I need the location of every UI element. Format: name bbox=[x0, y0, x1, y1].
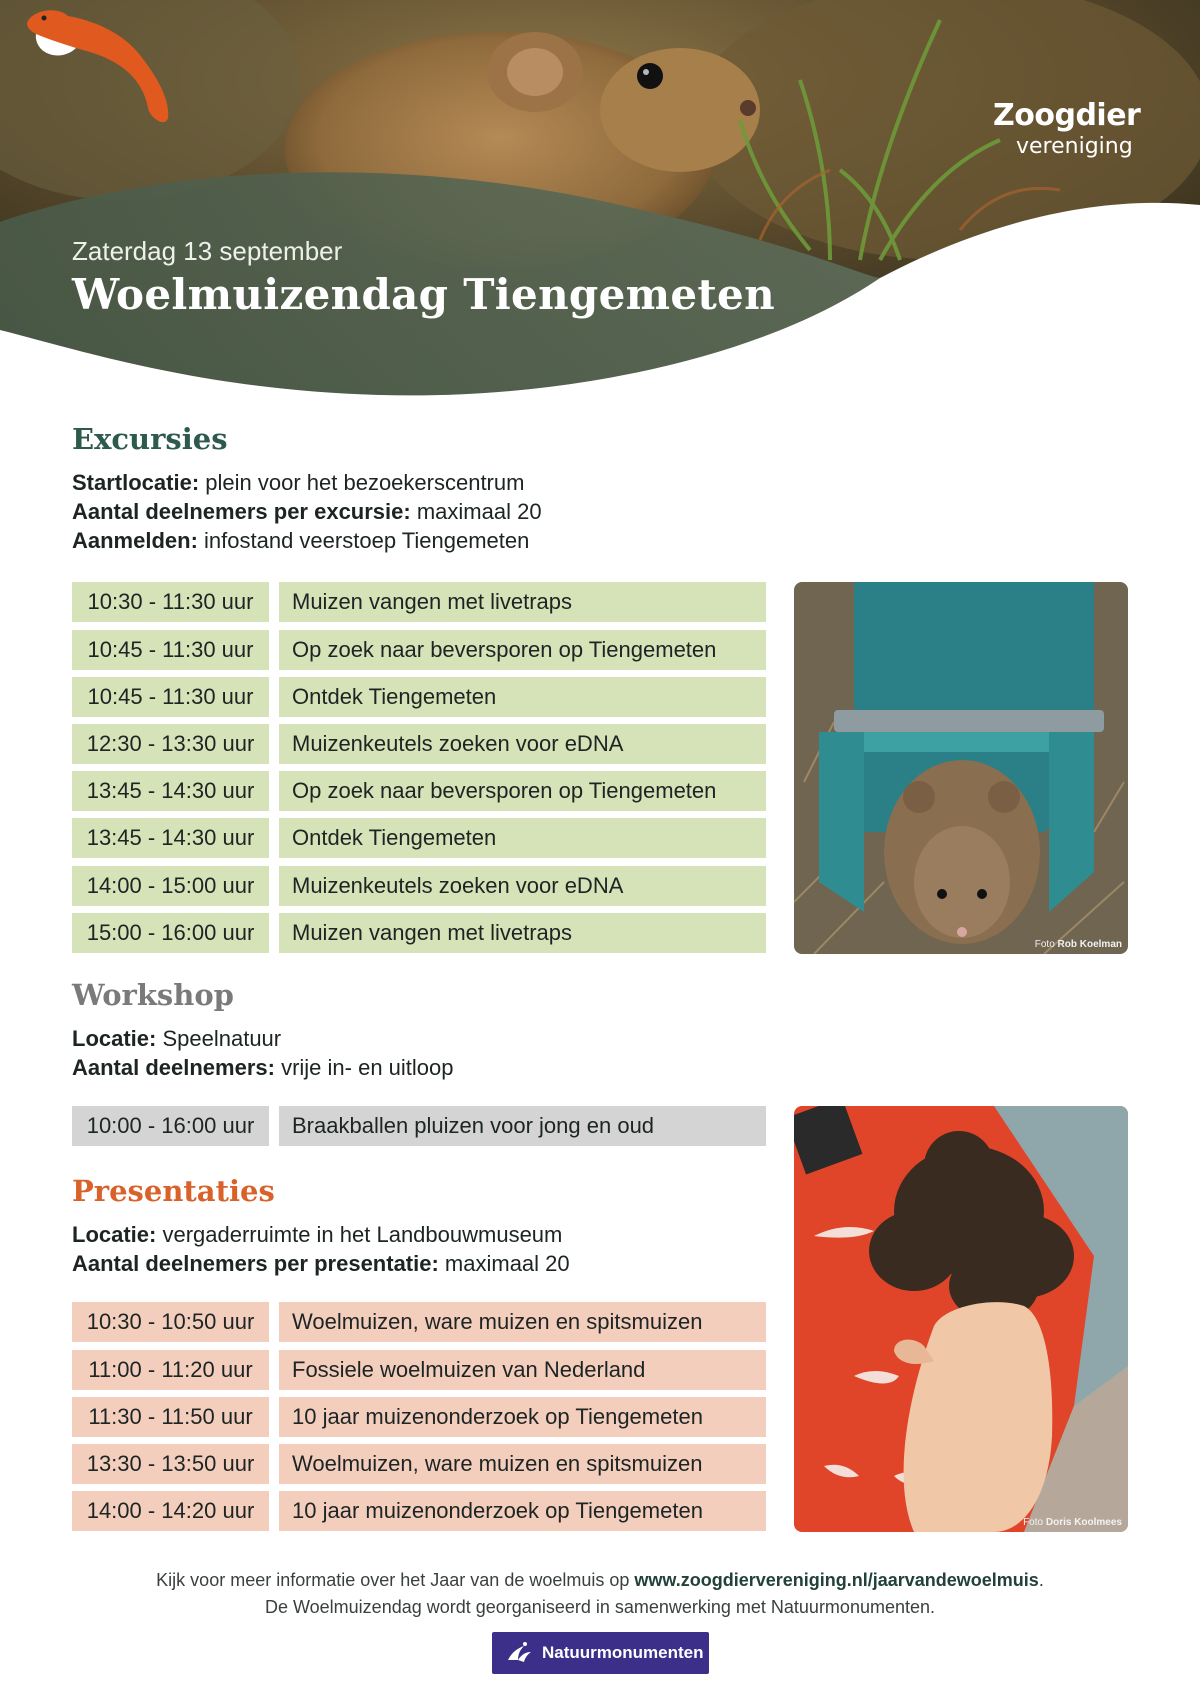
row-activity: Op zoek naar beversporen op Tiengemeten bbox=[279, 630, 766, 670]
photo-credit bbox=[1023, 1517, 1122, 1528]
meta-line bbox=[72, 1053, 454, 1082]
natuurmonumenten-logo bbox=[492, 1632, 709, 1674]
photo-credit bbox=[1035, 939, 1122, 950]
presentaties-meta bbox=[72, 1220, 570, 1278]
event-date: Zaterdag 13 september bbox=[72, 236, 343, 266]
schedule-row bbox=[72, 1444, 766, 1484]
row-time: 14:00 - 14:20 uur bbox=[72, 1491, 269, 1531]
hero-banner bbox=[0, 0, 1200, 400]
row-time: 13:45 - 14:30 uur bbox=[72, 771, 269, 811]
meta-line bbox=[72, 497, 542, 526]
schedule-row bbox=[72, 1302, 766, 1342]
schedule-row bbox=[72, 1350, 766, 1390]
schedule-row bbox=[72, 677, 766, 717]
meta-line bbox=[72, 468, 542, 497]
row-time: 11:30 - 11:50 uur bbox=[72, 1397, 269, 1437]
row-time: 13:45 - 14:30 uur bbox=[72, 818, 269, 858]
otter-logo-icon bbox=[0, 0, 180, 130]
row-activity: Muizen vangen met livetraps bbox=[279, 582, 766, 622]
footer-text: Kijk voor meer informatie over het Jaar van de woelmuis op bbox=[156, 1570, 635, 1590]
schedule-row bbox=[72, 1397, 766, 1437]
schedule-row bbox=[72, 866, 766, 906]
livetrap-vole-photo bbox=[794, 582, 1128, 954]
row-activity: Woelmuizen, ware muizen en spitsmuizen bbox=[279, 1302, 766, 1342]
schedule-row bbox=[72, 582, 766, 622]
row-activity: Fossiele woelmuizen van Nederland bbox=[279, 1350, 766, 1390]
row-activity: Muizenkeutels zoeken voor eDNA bbox=[279, 866, 766, 906]
meta-label: Locatie: bbox=[72, 1222, 157, 1247]
owl-pellet-photo bbox=[794, 1106, 1128, 1532]
footer-website-link[interactable]: www.zoogdiervereniging.nl/jaarvandewoelmuis bbox=[634, 1570, 1039, 1590]
meta-value: vergaderruimte in het Landbouwmuseum bbox=[156, 1222, 563, 1247]
event-title: Woelmuizendag Tiengemeten bbox=[72, 270, 775, 319]
meta-label: Aanmelden: bbox=[72, 528, 198, 553]
credit-name: Doris Koolmees bbox=[1045, 1517, 1122, 1528]
meta-value: plein voor het bezoekerscentrum bbox=[199, 470, 525, 495]
schedule-row bbox=[72, 818, 766, 858]
row-time: 12:30 - 13:30 uur bbox=[72, 724, 269, 764]
row-time: 10:30 - 11:30 uur bbox=[72, 582, 269, 622]
logo-text-zoogdier: Zoogdier bbox=[993, 98, 1141, 133]
footer-info-line bbox=[0, 1567, 1200, 1594]
row-activity: Ontdek Tiengemeten bbox=[279, 818, 766, 858]
row-activity: 10 jaar muizenonderzoek op Tiengemeten bbox=[279, 1397, 766, 1437]
schedule-row bbox=[72, 771, 766, 811]
row-activity: Muizen vangen met livetraps bbox=[279, 913, 766, 953]
schedule-row bbox=[72, 913, 766, 953]
schedule-row bbox=[72, 1106, 766, 1146]
excursies-meta bbox=[72, 468, 542, 555]
row-activity: Muizenkeutels zoeken voor eDNA bbox=[279, 724, 766, 764]
meta-label: Aantal deelnemers per excursie: bbox=[72, 499, 411, 524]
row-time: 10:45 - 11:30 uur bbox=[72, 677, 269, 717]
row-time: 15:00 - 16:00 uur bbox=[72, 913, 269, 953]
section-title-excursies: Excursies bbox=[72, 422, 228, 456]
natuurmonumenten-bird-icon bbox=[504, 1638, 534, 1668]
meta-label: Startlocatie: bbox=[72, 470, 200, 495]
meta-value: infostand veerstoep Tiengemeten bbox=[197, 528, 530, 553]
row-time: 11:00 - 11:20 uur bbox=[72, 1350, 269, 1390]
row-activity: Woelmuizen, ware muizen en spitsmuizen bbox=[279, 1444, 766, 1484]
meta-line bbox=[72, 1220, 570, 1249]
meta-value: Speelnatuur bbox=[156, 1026, 282, 1051]
vole-photo-background bbox=[0, 0, 1200, 400]
row-activity: Ontdek Tiengemeten bbox=[279, 677, 766, 717]
credit-name: Rob Koelman bbox=[1057, 939, 1122, 950]
meta-line bbox=[72, 526, 542, 555]
schedule-row bbox=[72, 630, 766, 670]
meta-line bbox=[72, 1024, 454, 1053]
row-activity: Braakballen pluizen voor jong en oud bbox=[279, 1106, 766, 1146]
schedule-row bbox=[72, 1491, 766, 1531]
row-activity: Op zoek naar beversporen op Tiengemeten bbox=[279, 771, 766, 811]
row-time: 10:30 - 10:50 uur bbox=[72, 1302, 269, 1342]
footer-text-end: . bbox=[1038, 1570, 1044, 1590]
meta-value: vrije in- en uitloop bbox=[274, 1055, 454, 1080]
credit-prefix: Foto bbox=[1034, 939, 1058, 950]
credit-prefix: Foto bbox=[1023, 1517, 1046, 1528]
meta-value: maximaal 20 bbox=[438, 1251, 570, 1276]
logo-text-vereniging: vereniging bbox=[1016, 134, 1133, 159]
row-time: 14:00 - 15:00 uur bbox=[72, 866, 269, 906]
meta-value: maximaal 20 bbox=[410, 499, 542, 524]
schedule-row bbox=[72, 724, 766, 764]
meta-line bbox=[72, 1249, 570, 1278]
row-time: 13:30 - 13:50 uur bbox=[72, 1444, 269, 1484]
section-title-presentaties: Presentaties bbox=[72, 1174, 275, 1208]
row-time: 10:00 - 16:00 uur bbox=[72, 1106, 269, 1146]
meta-label: Locatie: bbox=[72, 1026, 157, 1051]
workshop-meta bbox=[72, 1024, 454, 1082]
meta-label: Aantal deelnemers per presentatie: bbox=[72, 1251, 439, 1276]
footer-organiser-line: De Woelmuizendag wordt georganiseerd in samenwerking met Natuurmonumenten. bbox=[264, 1597, 936, 1617]
partner-name: Natuurmonumenten bbox=[542, 1643, 704, 1662]
row-time: 10:45 - 11:30 uur bbox=[72, 630, 269, 670]
section-title-workshop: Workshop bbox=[72, 978, 234, 1012]
row-activity: 10 jaar muizenonderzoek op Tiengemeten bbox=[279, 1491, 766, 1531]
meta-label: Aantal deelnemers: bbox=[72, 1055, 275, 1080]
